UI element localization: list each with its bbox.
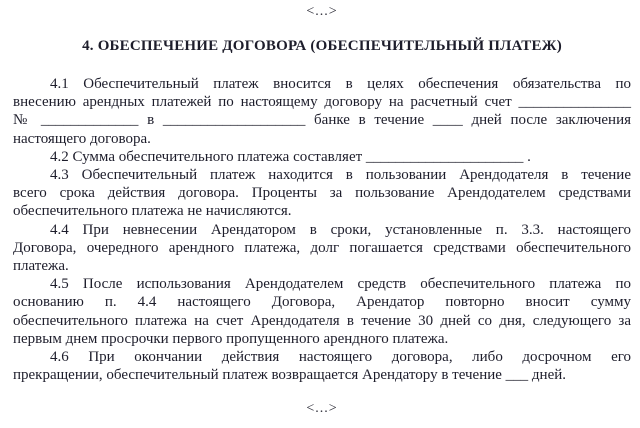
- clause-line: 4.3 Обеспечительный платеж находится в пользовании Арендодателя в течение: [50, 167, 631, 184]
- clause-line: 4.4 При невнесении Арендатором в сроки, установленные п. 3.3. настоящего: [50, 221, 631, 238]
- clause-4-2: [13, 148, 631, 166]
- clause-4-3: [13, 166, 631, 221]
- clause-line: 4.1 Обеспечительный платеж вносится в целях обеспечения обязательства по: [50, 76, 631, 92]
- clause-4-1: [13, 75, 631, 148]
- clause-line: настоящего договора.: [13, 130, 151, 147]
- clause-line: обеспечительного платежа не начисляются.: [13, 203, 292, 220]
- truncation-marker-top: <...>: [306, 4, 338, 19]
- clause-4-6: [13, 348, 631, 384]
- clause-line: внесению арендных платежей по настоящему договору на расчетный счет _______________: [13, 94, 631, 111]
- section-heading: 4. ОБЕСПЕЧЕНИЕ ДОГОВОРА (ОБЕСПЕЧИТЕЛЬНЫЙ ПЛАТЕЖ): [82, 38, 562, 54]
- clause-line: прекращении, обеспечительный платеж возвращается Арендатору в течение ___ дней.: [13, 367, 567, 384]
- contract-body: [13, 75, 631, 384]
- clause-line: основанию п. 4.4 настоящего Договора, Арендатор повторно вносит сумму: [13, 294, 631, 311]
- clause-line: первым днем просрочки первого пропущенного арендного платежа.: [13, 330, 449, 347]
- clause-line: Договора, очередного арендного платежа, долг погашается средствами обеспечительного: [13, 239, 631, 256]
- clause-line: 4.6 При окончании действия настоящего договора, либо досрочном его: [50, 349, 631, 366]
- clause-line: платежа.: [13, 258, 69, 275]
- truncation-marker-bottom: <...>: [306, 401, 338, 417]
- clause-line: № _____________ в ___________________ банке в течение ____ дней после заключения: [13, 112, 631, 129]
- clause-4-4: [13, 221, 631, 276]
- clause-line: обеспечительного платежа на счет Арендодателя в течение 30 дней со дня, следующего за: [13, 312, 631, 329]
- clause-line: 4.2 Сумма обеспечительного платежа составляет _____________________ .: [50, 148, 531, 165]
- clause-line: всего срока действия договора. Проценты за пользование Арендодателем средствами: [13, 185, 631, 202]
- clause-4-5: [13, 275, 631, 348]
- clause-line: 4.5 После использования Арендодателем средств обеспечительного платежа по: [50, 276, 631, 293]
